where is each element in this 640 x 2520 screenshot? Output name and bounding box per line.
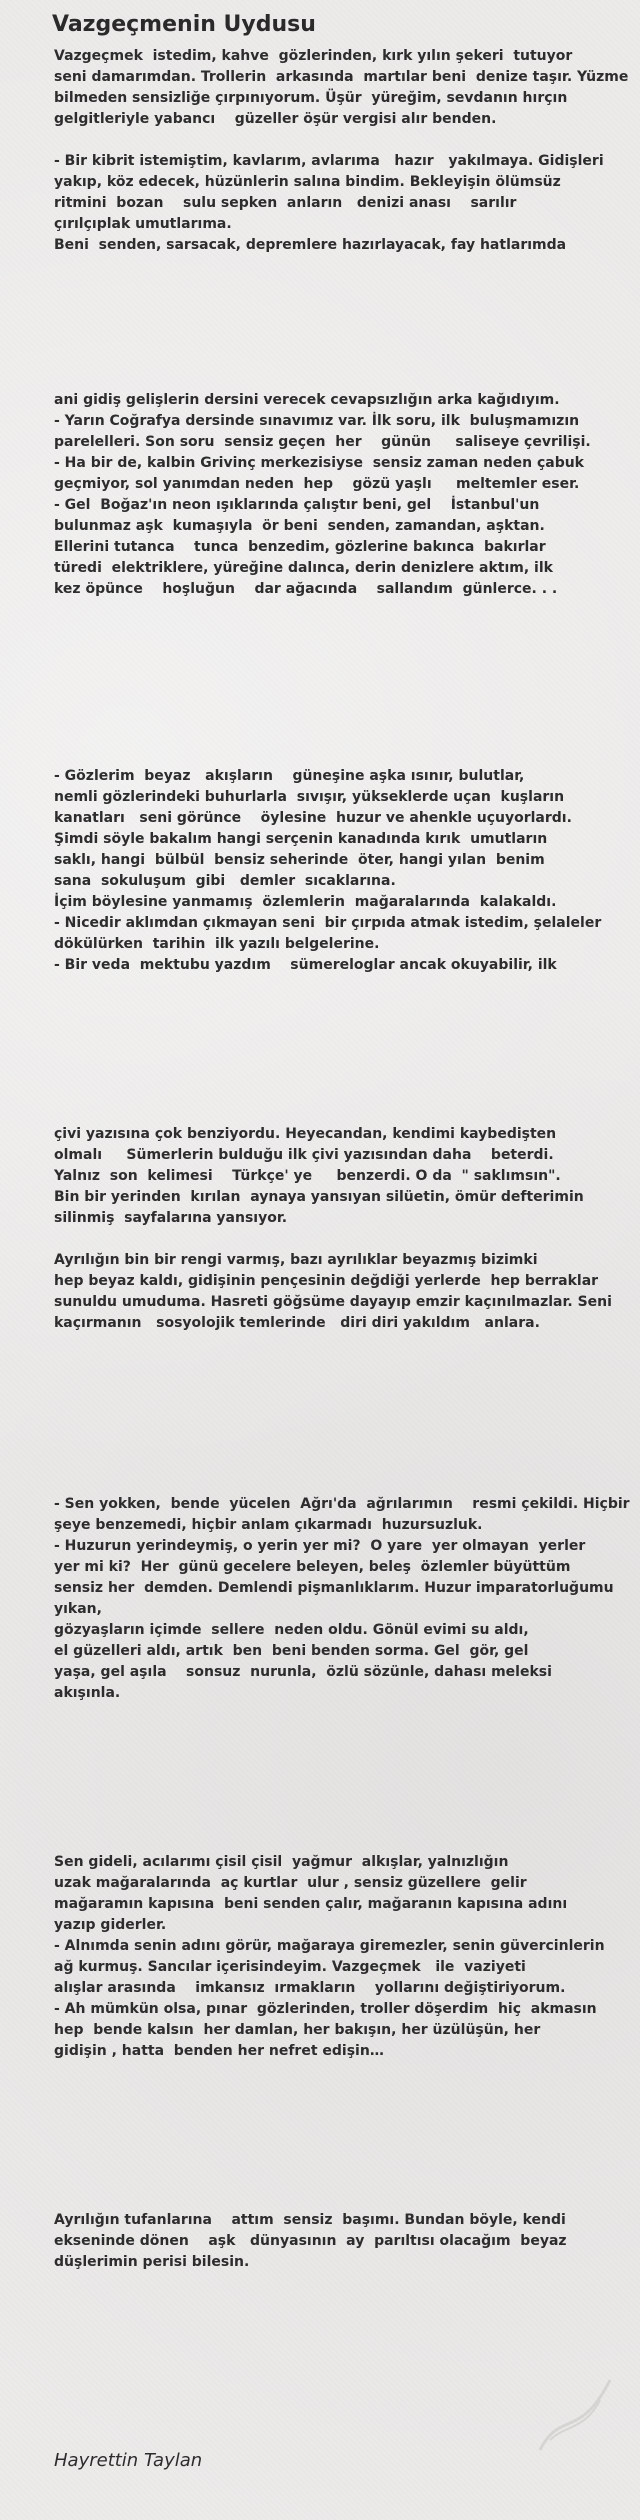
poem-line: silinmiş sayfalarına yansıyor.	[54, 1210, 288, 1226]
poem-line: ritmini bozan sulu sepken anların denizi anası sarılır	[54, 195, 517, 211]
poem-line: yazıp giderler.	[54, 1917, 167, 1933]
poem-line: - Alnımda senin adını görür, mağaraya giremezler, senin güvercinlerin	[54, 1938, 605, 1954]
poem-line: gelgitleriyle yabancı güzeller öşür vergisi alır benden.	[54, 111, 497, 127]
poem-line: - Ha bir de, kalbin Grivinç merkezisiyse sensiz zaman neden çabuk	[54, 455, 584, 471]
poem-line: - Gözlerim beyaz akışların güneşine aşka ısınır, bulutlar,	[54, 768, 525, 784]
poem-line: Ellerini tutanca tunca benzedim, gözlerine bakınca bakırlar	[54, 539, 546, 555]
stanza-5	[54, 1494, 634, 1704]
stanza-3	[54, 766, 634, 976]
poem-line: Bin bir yerinden kırılan aynaya yansıyan silüetin, ömür defterimin	[54, 1189, 584, 1205]
poem-line: şeye benzemedi, hiçbir anlam çıkarmadı huzursuzluk.	[54, 1517, 483, 1533]
poem-title: Vazgeçmenin Uydusu	[52, 12, 316, 37]
poem-line: İçim böylesine yanmamış özlemlerin mağaralarında kalakaldı.	[54, 894, 557, 910]
poem-line: yaşa, gel aşıla sonsuz nurunla, özlü sözünle, dahası meleksi	[54, 1664, 552, 1680]
poem-line: seni damarımdan. Trollerin arkasında martılar beni denize taşır. Yüzme	[54, 69, 629, 85]
stanza-2	[54, 390, 634, 600]
poem-line: olmalı Sümerlerin bulduğu ilk çivi yazısından daha beterdi.	[54, 1147, 554, 1163]
poem-line: Ayrılığın tufanlarına attım sensiz başımı. Bundan böyle, kendi	[54, 2212, 566, 2228]
poem-line: kez öpünce hoşluğun dar ağacında sallandım günlerce. . .	[54, 581, 558, 597]
poem-line: Sen gideli, acılarımı çisil çisil yağmur alkışlar, yalnızlığın	[54, 1854, 509, 1870]
poem-line: kaçırmanın sosyolojik temlerinde diri diri yakıldım anlara.	[54, 1315, 540, 1331]
poem-line: geçmiyor, sol yanımdan neden hep gözü yaşlı meltemler eser.	[54, 476, 580, 492]
poem-line: - Sen yokken, bende yücelen Ağrı'da ağrılarımın resmi çekildi. Hiçbir	[54, 1496, 630, 1512]
poem-line: Yalnız son kelimesi Türkçe' ye benzerdi. O da " saklımsın".	[54, 1168, 561, 1184]
poem-line: akışınla.	[54, 1685, 121, 1701]
poem-line: ekseninde dönen aşk dünyasının ay parıltısı olacağım beyaz	[54, 2233, 567, 2249]
author-signature: Hayrettin Taylan	[54, 2450, 203, 2471]
poem-line: dökülürken tarihin ilk yazılı belgelerine.	[54, 936, 380, 952]
stanza-1	[54, 46, 634, 256]
poem-line: bilmeden sensizliğe çırpınıyorum. Üşür yüreğim, sevdanın hırçın	[54, 90, 568, 106]
poem-line: kanatları seni görünce öylesine huzur ve ahenkle uçuyorlardı.	[54, 810, 572, 826]
blank-line	[54, 130, 634, 151]
poem-line: - Gel Boğaz'ın neon ışıklarında çalıştır beni, gel İstanbul'un	[54, 497, 540, 513]
poem-line: ani gidiş gelişlerin dersini verecek cevapsızlığın arka kağıdıyım.	[54, 392, 560, 408]
poem-line: sana sokuluşum gibi demler sıcaklarına.	[54, 873, 396, 889]
poem-line: hep beyaz kaldı, gidişinin pençesinin değdiği yerlerde hep berraklar	[54, 1273, 599, 1289]
poem-line: çırılçıplak umutlarıma.	[54, 216, 232, 232]
stanza-4	[54, 1124, 634, 1334]
poem-line: saklı, hangi bülbül bensiz seherinde öter, hangi yılan benim	[54, 852, 545, 868]
poem-line: parelelleri. Son soru sensiz geçen her günün saliseye çevrilişi.	[54, 434, 591, 450]
blank-line	[54, 1229, 634, 1250]
poem-line: uzak mağaralarında aç kurtlar ulur , sensiz güzellere gelir	[54, 1875, 527, 1891]
poem-line: el güzelleri aldı, artık ben beni benden sorma. Gel gör, gel	[54, 1643, 529, 1659]
poem-line: mağaramın kapısına beni senden çalır, mağaranın kapısına adını	[54, 1896, 568, 1912]
poem-line: - Bir veda mektubu yazdım sümereloglar ancak okuyabilir, ilk	[54, 957, 557, 973]
poem-line: türedi elektriklere, yüreğine dalınca, derin denizlere aktım, ilk	[54, 560, 553, 576]
poem-line: sensiz her demden. Demlendi pişmanlıklarım. Huzur imparatorluğumu	[54, 1580, 614, 1596]
poem-line: çivi yazısına çok benziyordu. Heyecandan, kendimi kaybedişten	[54, 1126, 557, 1142]
poem-line: gözyaşların içimde sellere neden oldu. Gönül evimi su aldı,	[54, 1622, 529, 1638]
poem-line: Beni senden, sarsacak, depremlere hazırlayacak, fay hatlarımda	[54, 237, 567, 253]
poem-line: yıkan,	[54, 1601, 102, 1617]
poem-line: nemli gözlerindeki buhurlarla sıvışır, yükseklerde uçan kuşların	[54, 789, 565, 805]
poem-line: - Nicedir aklımdan çıkmayan seni bir çırpıda atmak istedim, şelaleler	[54, 915, 602, 931]
poem-line: ağ kurmuş. Sancılar içerisindeyim. Vazgeçmek ile vaziyeti	[54, 1959, 526, 1975]
decorative-flourish-icon	[530, 2370, 620, 2460]
poem-line: Vazgeçmek istedim, kahve gözlerinden, kırk yılın şekeri tutuyor	[54, 48, 573, 64]
poem-line: Ayrılığın bin bir rengi varmış, bazı ayrılıklar beyazmış bizimki	[54, 1252, 538, 1268]
poem-line: bulunmaz aşk kumaşıyla ör beni senden, zamandan, aşktan.	[54, 518, 545, 534]
poem-line: düşlerimin perisi bilesin.	[54, 2254, 250, 2270]
poem-line: - Yarın Coğrafya dersinde sınavımız var. İlk soru, ilk buluşmamızın	[54, 413, 580, 429]
poem-line: - Bir kibrit istemiştim, kavlarım, avlarıma hazır yakılmaya. Gidişleri	[54, 153, 604, 169]
poem-line: - Huzurun yerindeymiş, o yerin yer mi? O yare yer olmayan yerler	[54, 1538, 586, 1554]
stanza-6	[54, 1852, 634, 2062]
poem-line: gidişin , hatta benden her nefret edişin…	[54, 2043, 384, 2059]
poem-line: yer mi ki? Her günü gecelere beleyen, beleş özlemler büyüttüm	[54, 1559, 571, 1575]
poem-line: sunuldu umuduma. Hasreti göğsüme dayayıp emzir kaçınılmazlar. Seni	[54, 1294, 612, 1310]
poem-line: alışlar arasında imkansız ırmakların yollarını değiştiriyorum.	[54, 1980, 566, 1996]
poem-line: hep bende kalsın her damlan, her bakışın, her üzülüşün, her	[54, 2022, 541, 2038]
poem-line: Şimdi söyle bakalım hangi serçenin kanadında kırık umutların	[54, 831, 548, 847]
poem-line: yakıp, köz edecek, hüzünlerin salına bindim. Bekleyişin ölümsüz	[54, 174, 561, 190]
stanza-7	[54, 2210, 634, 2273]
poem-line: - Ah mümkün olsa, pınar gözlerinden, troller döşerdim hiç akmasın	[54, 2001, 597, 2017]
